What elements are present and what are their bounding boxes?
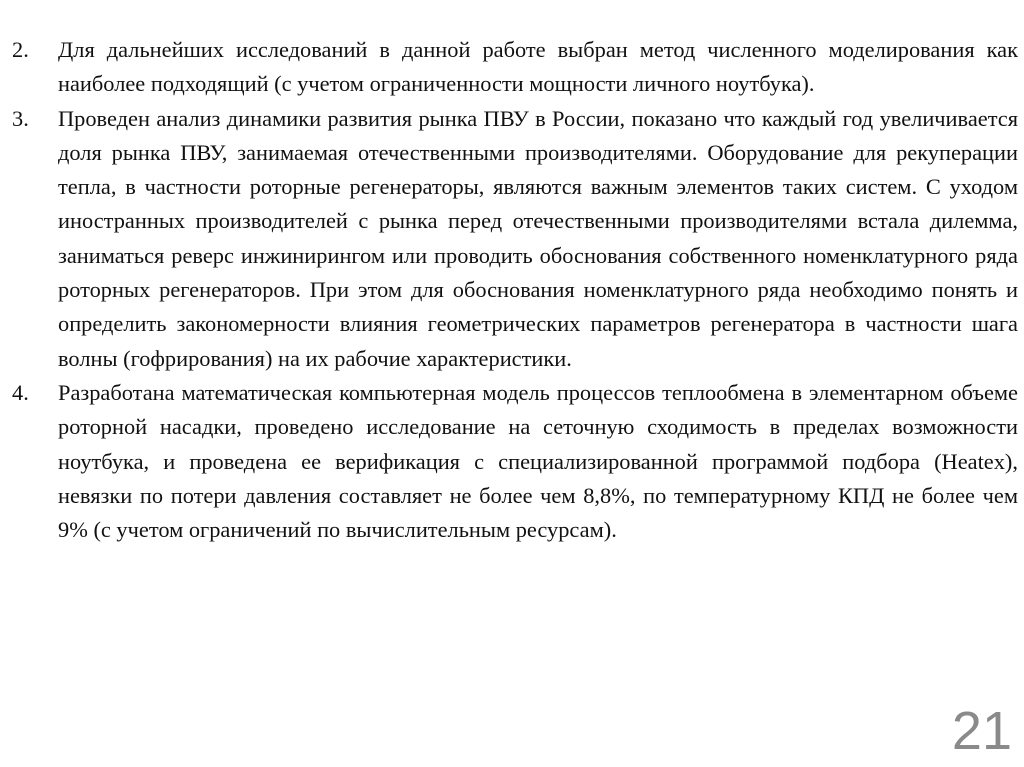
slide-number: 21 bbox=[951, 701, 1012, 761]
list-item-number: 4. bbox=[12, 379, 29, 405]
list-item-text: Проведен анализ динамики развития рынка ПВУ в России, показано что каждый год увеличивается доля рынка ПВУ, занимаемая отечественными производителями. Оборудование для рекуперации тепла, в частности роторные регенераторы, являются важным элементов таких систем. С уходом иностранных производителей с рынка перед отечественными производителями встала дилемма, заниматься реверс инжинирингом или проводить обоснования собственного номенклатурного ряда роторных регенераторов. При этом для обоснования номенклатурного ряда необходимо понять и определить закономерности влияния геометрических параметров регенератора в частности шага волны (гофрирования) на их рабочие характеристики. bbox=[58, 105, 1018, 371]
list-item-text: Для дальнейших исследований в данной работе выбран метод численного моделирования как наиболее подходящий (с учетом ограниченности мощности личного ноутбука). bbox=[58, 37, 1018, 97]
list-item bbox=[12, 33, 1018, 102]
list-item bbox=[12, 376, 1018, 547]
list-item bbox=[12, 102, 1018, 376]
list-item-number: 3. bbox=[12, 105, 29, 131]
conclusions-list bbox=[12, 33, 1018, 547]
list-item-text: Разработана математическая компьютерная модель процессов теплообмена в элементарном объеме роторной насадки, проведено исследование на сеточную сходимость в пределах возможности ноутбука, и проведена ее верификация с специализированной программой подбора (Heatex), невязки по потери давления составляет не более чем 8,8%, по температурному КПД не более чем 9% (с учетом ограничений по вычислительным ресурсам). bbox=[58, 379, 1018, 543]
list-item-number: 2. bbox=[12, 37, 29, 62]
